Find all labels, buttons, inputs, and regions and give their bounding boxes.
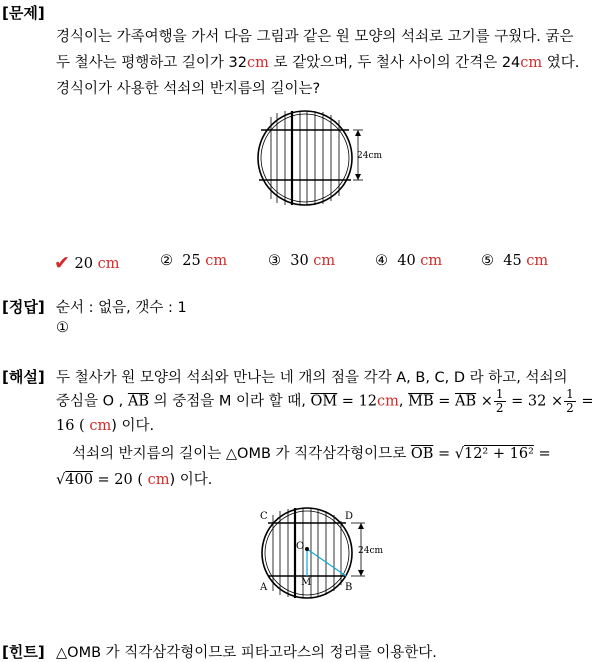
fig2-length-label: 24cm — [358, 546, 384, 556]
explanation-tag: [해설] — [2, 368, 45, 386]
answer-line-2: ① — [56, 320, 69, 336]
label-O: O — [296, 541, 305, 552]
choice-4[interactable]: ④ 40 cm — [375, 253, 443, 269]
explanation-line-1: 두 철사가 원 모양의 석쇠와 만나는 네 개의 점을 각각 A, B, C, D 라 하고, 석쇠의 — [56, 370, 568, 386]
grill-figure — [255, 108, 390, 208]
choice-5[interactable]: ⑤ 45 cm — [481, 253, 549, 269]
answer-tag: [정답] — [2, 298, 45, 316]
label-D: D — [345, 511, 354, 522]
fig-length-label: 24cm — [357, 151, 383, 161]
question-line-3: 경식이가 사용한 석쇠의 반지름의 길이는? — [56, 81, 321, 97]
hint-tag: [힌트] — [2, 643, 45, 661]
question-tag: [문제] — [2, 4, 45, 22]
answer-line-1: 순서 : 없음, 갯수 : 1 — [56, 300, 187, 316]
question-line-1: 경식이는 가족여행을 가서 다음 그림과 같은 원 모양의 석쇠로 고기를 구웠다. 굵은 — [56, 29, 574, 45]
explanation-figure — [255, 505, 390, 603]
label-A: A — [260, 582, 268, 593]
grill-circle — [258, 111, 352, 205]
choice-3[interactable]: ③ 30 cm — [268, 253, 336, 269]
label-M: M — [301, 577, 312, 588]
question-line-2: 두 철사는 평행하고 길이가 32cm 로 같았으며, 두 철사 사이의 간격은 24cm 였다. — [56, 55, 580, 71]
hint-text: △OMB 가 직각삼각형이므로 피타고라스의 정리를 이용한다. — [56, 645, 437, 661]
choice-2[interactable]: ② 25 cm — [160, 253, 228, 269]
label-C: C — [260, 511, 268, 522]
label-B: B — [345, 582, 353, 593]
explanation-line-5: √400 = 20 ( cm) 이다. — [56, 472, 213, 488]
explanation-line-4: 석쇠의 반지름의 길이는 △OMB 가 직각삼각형이므로 $\overline{OB} = √12^2 + 16^2$ = — [72, 446, 551, 462]
checkmark-icon: ✔ — [54, 252, 70, 274]
choice-1[interactable]: ✔ 20 cm — [54, 252, 120, 274]
explanation-line-3: 16 ( cm) 이다. — [56, 418, 155, 434]
explanation-line-2: 중심을 O , $\overline{AB}$ 의 중점을 M 이라 할 때, $\overline{OM} = 12cm$, $\overline{MB} = \overline{AB}$ × $\frac{1}{2}$ = 32 × $\frac{1}{2}$ = — [56, 387, 594, 415]
